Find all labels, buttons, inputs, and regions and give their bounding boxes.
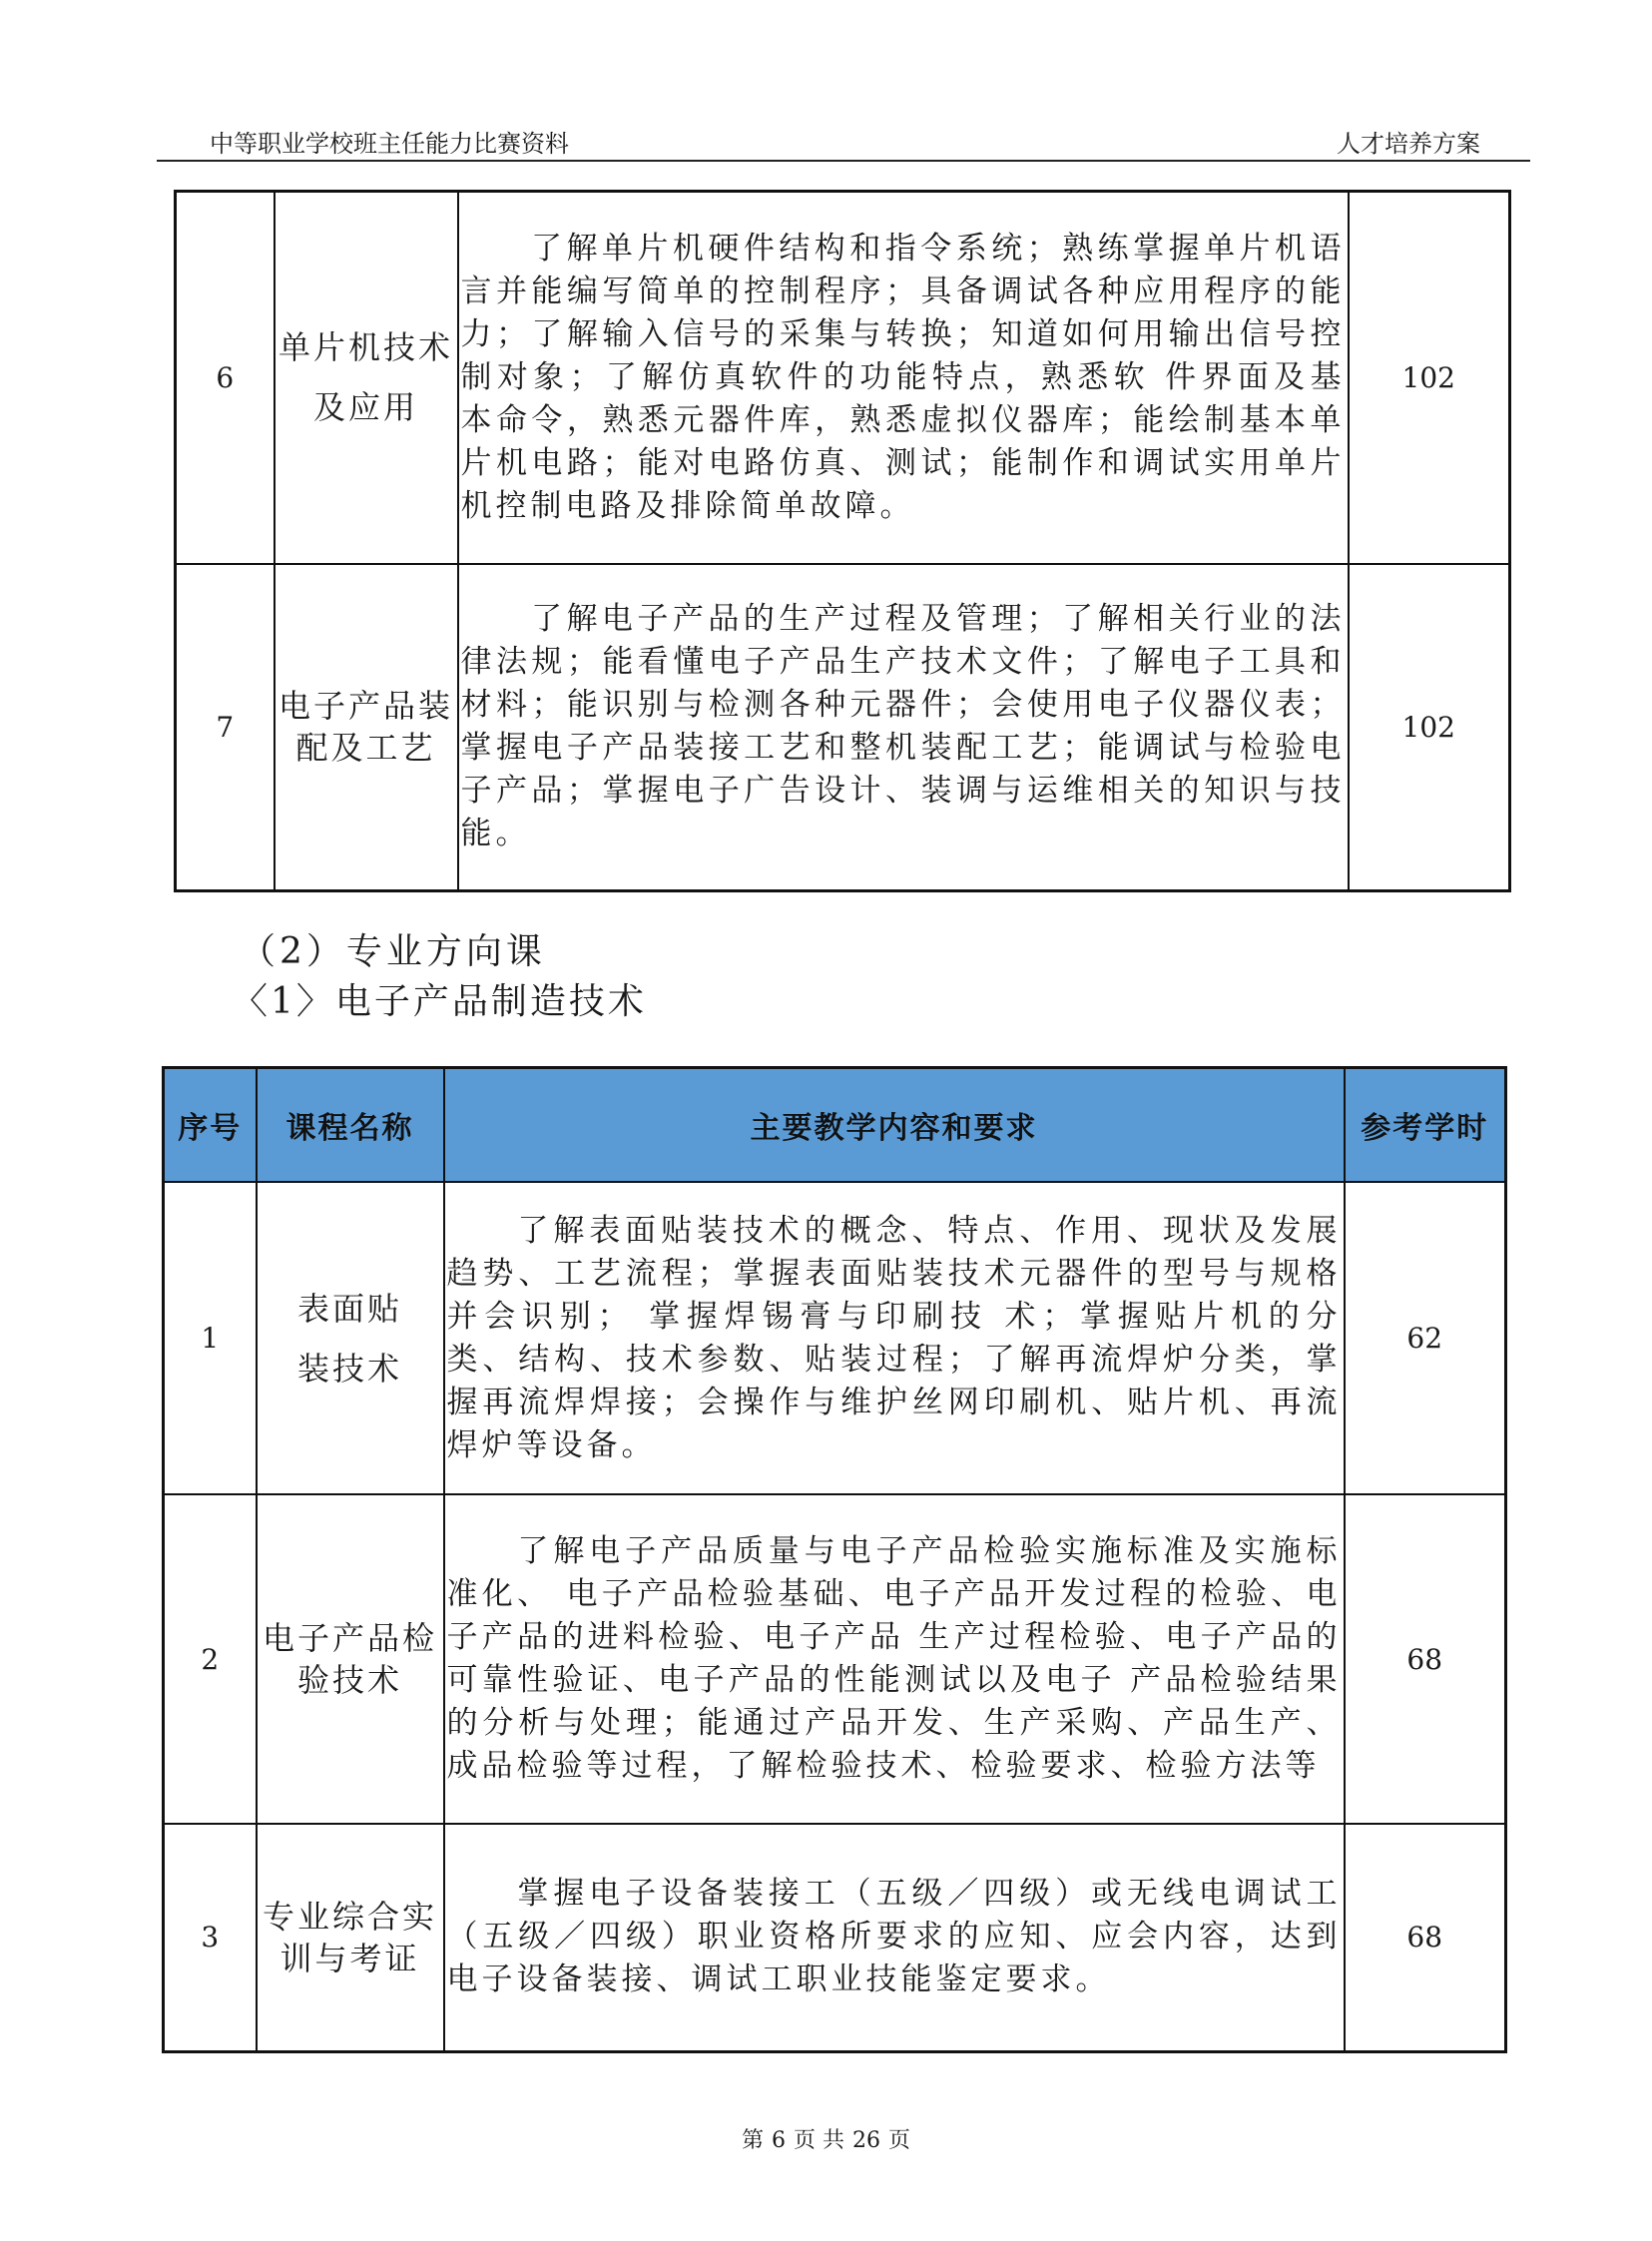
table-row xyxy=(164,1182,1506,1494)
table-row xyxy=(176,192,1510,564)
course-name-line2: 配及工艺 xyxy=(295,729,436,768)
course-description-text: 掌握电子设备装接工（五级／四级）或无线电调试工（五级／四级）职业资格所要求的应知、应会内容，达到电子设备装接、调试工职业技能鉴定要求。 xyxy=(446,1876,1342,1998)
course-name-line2: 及应用 xyxy=(312,388,418,427)
course-description xyxy=(444,1182,1345,1494)
course-name-line1: 表面贴 xyxy=(296,1289,402,1328)
course-name xyxy=(275,564,458,891)
course-hours: 68 xyxy=(1345,1824,1506,2051)
course-hours: 102 xyxy=(1349,564,1510,891)
row-number: 6 xyxy=(176,192,275,564)
header-left-title: 中等职业学校班主任能力比赛资料 xyxy=(210,130,569,158)
table-row xyxy=(176,564,1510,891)
header-right-title: 人才培养方案 xyxy=(1337,130,1480,158)
footer-prefix: 第 xyxy=(741,2128,764,2153)
course-description xyxy=(444,1824,1345,2051)
course-name-line2: 验技术 xyxy=(296,1661,402,1699)
course-description-text: 了解电子产品的生产过程及管理；了解相关行业的法律法规；能看懂电子产品生产技术文件；了解电子工具和材料；能识别与检测各种元器件；会使用电子仪器仪表；掌握电子产品装接工艺和整机装配工艺；能调试与检验电子产品；掌握电子广告设计、装调与运维相关的知识与技能。 xyxy=(460,601,1346,852)
row-number: 7 xyxy=(176,564,275,891)
page-footer xyxy=(0,2123,1652,2154)
course-name-line1: 电子产品装 xyxy=(277,687,453,726)
header-number: 序号 xyxy=(164,1068,257,1183)
header-rule xyxy=(157,160,1530,162)
row-number: 2 xyxy=(164,1494,257,1824)
row-number: 3 xyxy=(164,1824,257,2051)
course-name-line1: 单片机技术 xyxy=(277,328,453,367)
footer-page-number: 6 xyxy=(772,2128,786,2153)
table-row xyxy=(164,1824,1506,2051)
header-description: 主要教学内容和要求 xyxy=(444,1068,1345,1183)
course-hours: 102 xyxy=(1349,192,1510,564)
course-description xyxy=(444,1494,1345,1824)
course-name xyxy=(257,1182,444,1494)
subsection-heading: 〈1〉电子产品制造技术 xyxy=(232,981,647,1022)
course-hours: 68 xyxy=(1345,1494,1506,1824)
table-row xyxy=(164,1494,1506,1824)
footer-suffix: 页 xyxy=(888,2128,911,2153)
course-name-line1: 电子产品检 xyxy=(262,1619,437,1657)
course-description-text: 了解单片机硬件结构和指令系统；熟练掌握单片机语言并能编写简单的控制程序；具备调试各种应用程序的能力；了解输入信号的采集与转换；知道如何用输出信号控制对象；了解仿真软件的功能特点，熟悉软 件界面及基本命令，熟悉元器件库，熟悉虚拟仪器库；能绘制基本单片机电路；能对电路仿真、测试；能制作和调试实用单片机控制电路及排除简单故障。 xyxy=(460,230,1346,524)
row-number: 1 xyxy=(164,1182,257,1494)
course-name-line2: 训与考证 xyxy=(279,1939,420,1977)
table-header-row xyxy=(164,1068,1506,1183)
course-description-text: 了解表面贴装技术的概念、特点、作用、现状及发展趋势、工艺流程；掌握表面贴装技术元器件的型号与规格并会识别； 掌握焊锡膏与印刷技 术；掌握贴片机的分类、结构、技术参数、贴装过程；了解再流焊炉分类，掌握再流焊焊接；会操作与维护丝网印刷机、贴片机、再流焊炉等设备。 xyxy=(446,1212,1342,1463)
course-description-text: 了解电子产品质量与电子产品检验实施标准及实施标准化、 电子产品检验基础、电子产品开发过程的检验、电子产品的进料检验、电子产品 生产过程检验、电子产品的可靠性验证、电子产品的性能测试以及电子 产品检验结果的分析与处理；能通过产品开发、生产采购、产品生产、成品检验等过程，了解检验技术、检验要求、检验方法等 xyxy=(446,1533,1342,1784)
section-heading: （2）专业方向课 xyxy=(240,931,546,972)
course-description xyxy=(458,192,1349,564)
header-hours: 参考学时 xyxy=(1345,1068,1506,1183)
course-name xyxy=(257,1494,444,1824)
course-description xyxy=(458,564,1349,891)
footer-middle: 页 共 xyxy=(794,2128,844,2153)
header-course-name: 课程名称 xyxy=(257,1068,444,1183)
course-name xyxy=(257,1824,444,2051)
course-name-line1: 专业综合实 xyxy=(262,1897,437,1936)
footer-total-pages: 26 xyxy=(852,2128,880,2153)
course-name xyxy=(275,192,458,564)
course-name-line2: 装技术 xyxy=(296,1349,402,1388)
course-table xyxy=(162,1066,1507,2053)
course-hours: 62 xyxy=(1345,1182,1506,1494)
course-table-continued xyxy=(174,190,1511,892)
